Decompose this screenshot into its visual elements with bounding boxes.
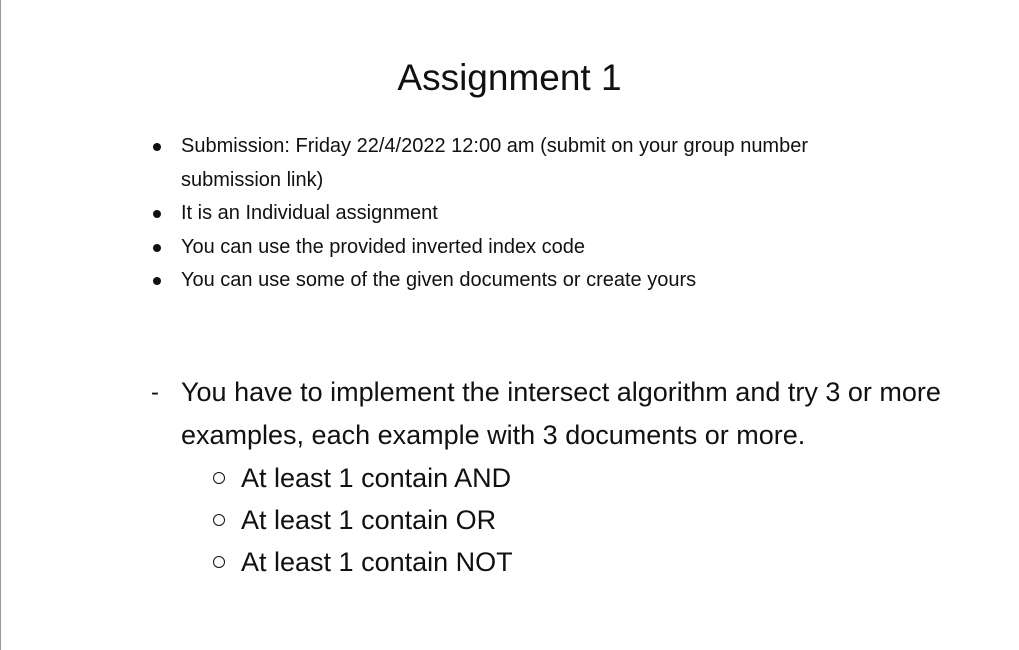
page-title: Assignment 1 <box>397 57 622 98</box>
dash-marker: - <box>151 379 159 406</box>
requirement-text: At least 1 contain OR <box>241 505 497 535</box>
bullet-icon <box>153 143 161 151</box>
bullet-icon <box>153 244 161 252</box>
requirement-item-not <box>211 541 945 583</box>
bullet-icon <box>153 210 161 218</box>
circle-bullet-icon <box>213 514 225 526</box>
task-section <box>145 371 945 583</box>
bullet-item-code <box>145 231 885 265</box>
bullet-item-submission <box>145 130 885 197</box>
bullet-text: It is an Individual assignment <box>181 202 438 224</box>
requirement-text: At least 1 contain AND <box>241 463 512 493</box>
requirement-list <box>211 457 945 583</box>
circle-bullet-icon <box>213 556 225 568</box>
requirement-item-or <box>211 499 945 541</box>
circle-bullet-icon <box>213 472 225 484</box>
task-item <box>145 371 945 457</box>
task-text: You have to implement the intersect algorithm and try 3 or more examples, each example with 3 documents or more. <box>181 377 941 450</box>
bullet-text: Submission: Friday 22/4/2022 12:00 am (submit on your group number submission link) <box>181 135 809 191</box>
bullet-item-individual <box>145 197 885 231</box>
bullet-item-documents <box>145 264 885 298</box>
requirement-item-and <box>211 457 945 499</box>
bullet-text: You can use the provided inverted index code <box>181 235 585 258</box>
bullet-text: You can use some of the given documents or create yours <box>181 269 697 291</box>
info-bullet-list <box>145 130 885 298</box>
bullet-icon <box>153 277 161 285</box>
requirement-text: At least 1 contain NOT <box>241 547 513 577</box>
